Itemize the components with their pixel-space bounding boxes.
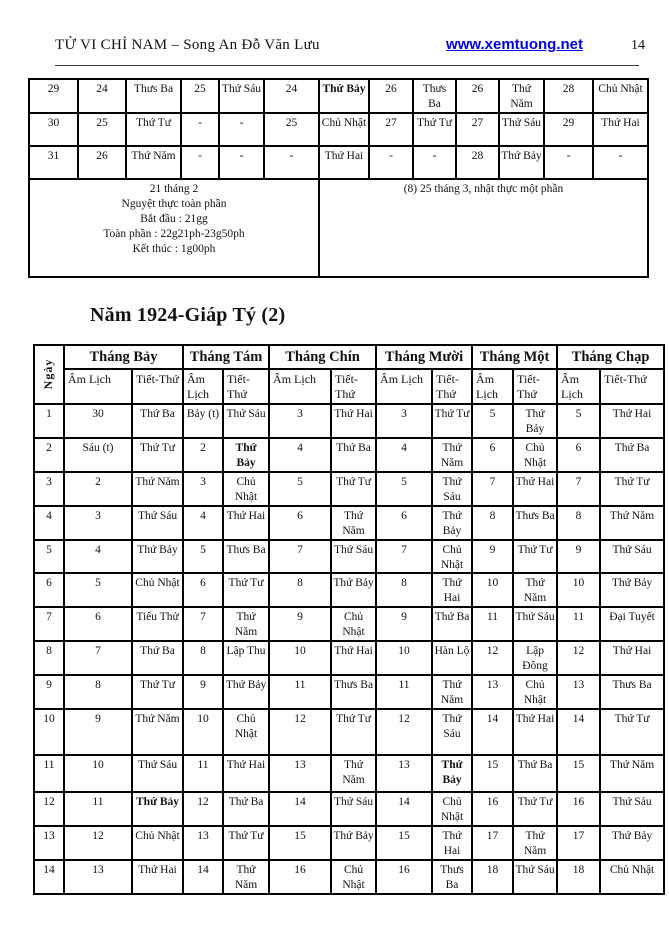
am-lich-cell: 28	[544, 79, 593, 113]
am-lich-cell: 10	[269, 641, 331, 675]
subheader-am-lich: Âm Lịch	[64, 369, 132, 404]
day-cell: 31	[29, 146, 78, 179]
am-lich-cell: 12	[64, 826, 132, 860]
tiet-thu-cell: Thứ Bảy	[319, 79, 369, 113]
tiet-thu-cell: Thứ Bảy	[132, 792, 183, 826]
tiet-thu-cell: Thứ Tư	[223, 573, 269, 607]
tiet-thu-cell: Chủ Nhật	[513, 438, 557, 472]
month-header-row	[34, 345, 664, 369]
am-lich-cell: Bảy (t)	[183, 404, 223, 438]
day-column-header	[34, 345, 64, 404]
tiet-thu-cell: Thứ Bảy	[499, 146, 544, 179]
eclipse-row	[29, 179, 648, 277]
page-number: 14	[631, 38, 645, 53]
calendar-row	[34, 709, 664, 755]
eclipse-line: Toàn phần : 22g21ph-23g50ph	[103, 227, 245, 240]
tiet-thu-cell: Thứ Sáu	[132, 506, 183, 540]
calendar-row	[34, 675, 664, 709]
tiet-thu-cell: Thứ Bảy	[432, 506, 472, 540]
tiet-thu-cell: Thứ Năm	[432, 438, 472, 472]
tiet-thu-cell: Thứ Hai	[593, 113, 648, 146]
tiet-thu-cell: Thứ Tư	[513, 540, 557, 574]
am-lich-cell: 8	[376, 573, 432, 607]
month-header: Tháng Chạp	[557, 345, 664, 369]
tiet-thu-cell: Chủ Nhật	[223, 472, 269, 506]
am-lich-cell: 2	[64, 472, 132, 506]
prev-table-row	[29, 79, 648, 113]
tiet-thu-cell: Thứ Bảy	[513, 404, 557, 438]
header-title: TỬ VI CHỈ NAM – Song An Đỗ Văn Lưu	[55, 37, 320, 53]
subheader-tiet-thu: Tiết-Thứ	[600, 369, 664, 404]
tiet-thu-cell: Thứ Hai	[223, 755, 269, 792]
tiet-thu-cell: Thứ Hai	[331, 404, 376, 438]
tiet-thu-cell: Chủ Nhật	[600, 860, 664, 894]
am-lich-cell: 14	[269, 792, 331, 826]
calendar-row	[34, 506, 664, 540]
tiet-thu-cell: Thứ Ba	[132, 404, 183, 438]
tiet-thu-cell: Thứ Sáu	[600, 540, 664, 574]
eclipse-section	[29, 179, 648, 277]
tiet-thu-cell: Thứ Năm	[513, 826, 557, 860]
tiet-thu-cell: Thứ Tư	[513, 792, 557, 826]
am-lich-cell: 30	[64, 404, 132, 438]
tiet-thu-cell: Thứ Ba	[223, 792, 269, 826]
subheader-tiet-thu: Tiết-Thứ	[132, 369, 183, 404]
tiet-thu-cell: Thứ Hai	[132, 860, 183, 894]
tiet-thu-cell: Thưs Ba	[126, 79, 181, 113]
tiet-thu-cell: Chủ Nhật	[331, 860, 376, 894]
am-lich-cell: -	[369, 146, 413, 179]
tiet-thu-cell: Thứ Hai	[600, 641, 664, 675]
am-lich-cell: 3	[269, 404, 331, 438]
calendar-body	[34, 404, 664, 894]
calendar-row	[34, 404, 664, 438]
tiet-thu-cell: Thứ Hai	[432, 573, 472, 607]
am-lich-cell: -	[544, 146, 593, 179]
tiet-thu-cell: Thứ Tư	[413, 113, 456, 146]
am-lich-cell: 12	[557, 641, 600, 675]
am-lich-cell: 15	[557, 755, 600, 792]
am-lich-cell: 5	[64, 573, 132, 607]
am-lich-cell: 13	[183, 826, 223, 860]
am-lich-cell: 8	[183, 641, 223, 675]
am-lich-cell: 11	[472, 607, 513, 641]
am-lich-cell: -	[181, 113, 219, 146]
month-header: Tháng Một	[472, 345, 557, 369]
subheader-am-lich: Âm Lịch	[269, 369, 331, 404]
am-lich-cell: 7	[183, 607, 223, 641]
am-lich-cell: 24	[78, 79, 126, 113]
am-lich-cell: 2	[183, 438, 223, 472]
am-lich-cell: 26	[369, 79, 413, 113]
eclipse-line: Bắt đầu : 21gg	[140, 212, 208, 225]
tiet-thu-cell: Thứ Sáu	[331, 540, 376, 574]
tiet-thu-cell: Lập Đông	[513, 641, 557, 675]
subheader-tiet-thu: Tiết-Thứ	[432, 369, 472, 404]
am-lich-cell: 25	[264, 113, 319, 146]
am-lich-cell: 16	[376, 860, 432, 894]
tiet-thu-cell: Thứ Hai	[223, 506, 269, 540]
eclipse-line: Nguyệt thực toàn phần	[121, 197, 227, 210]
am-lich-cell: 10	[183, 709, 223, 755]
tiet-thu-cell: Thưs Ba	[432, 860, 472, 894]
day-cell: 4	[34, 506, 64, 540]
tiet-thu-cell: Thứ Hai	[319, 146, 369, 179]
header-rule	[55, 65, 639, 66]
tiet-thu-cell: Thứ Tư	[126, 113, 181, 146]
tiet-thu-cell: Thứ Tư	[132, 675, 183, 709]
tiet-thu-cell: Thứ Sáu	[432, 472, 472, 506]
am-lich-cell: 10	[376, 641, 432, 675]
tiet-thu-cell: Thứ Sáu	[513, 607, 557, 641]
prev-month-table	[28, 78, 649, 278]
am-lich-cell: 5	[557, 404, 600, 438]
am-lich-cell: 14	[557, 709, 600, 755]
day-cell: 13	[34, 826, 64, 860]
tiet-thu-cell: Thứ Sáu	[499, 113, 544, 146]
am-lich-cell: 10	[557, 573, 600, 607]
am-lich-cell: 17	[557, 826, 600, 860]
day-cell: 11	[34, 755, 64, 792]
tiet-thu-cell: Thứ Ba	[132, 641, 183, 675]
tiet-thu-cell: Thứ Bảy	[432, 755, 472, 792]
am-lich-cell: 18	[472, 860, 513, 894]
prev-table-body	[29, 79, 648, 179]
tiet-thu-cell: Thứ Bảy	[223, 438, 269, 472]
day-cell: 2	[34, 438, 64, 472]
tiet-thu-cell: Thứ Tư	[600, 472, 664, 506]
am-lich-cell: 16	[269, 860, 331, 894]
am-lich-cell: 7	[269, 540, 331, 574]
am-lich-cell: 15	[269, 826, 331, 860]
day-cell: 14	[34, 860, 64, 894]
am-lich-cell: 12	[269, 709, 331, 755]
tiet-thu-cell: Thứ Năm	[513, 573, 557, 607]
tiet-thu-cell: Thứ Hai	[600, 404, 664, 438]
am-lich-cell: 8	[269, 573, 331, 607]
am-lich-cell: 14	[183, 860, 223, 894]
tiet-thu-cell: Lập Thu	[223, 641, 269, 675]
am-lich-cell: 4	[376, 438, 432, 472]
tiet-thu-cell: Thứ Tư	[331, 709, 376, 755]
day-cell: 9	[34, 675, 64, 709]
am-lich-cell: 11	[269, 675, 331, 709]
day-cell: 30	[29, 113, 78, 146]
tiet-thu-cell: Chủ Nhật	[513, 675, 557, 709]
am-lich-cell: 26	[78, 146, 126, 179]
calendar-row	[34, 792, 664, 826]
am-lich-cell: 13	[557, 675, 600, 709]
am-lich-cell: 6	[472, 438, 513, 472]
tiet-thu-cell: Thứ Năm	[132, 709, 183, 755]
am-lich-cell: Sáu (t)	[64, 438, 132, 472]
day-column-label: Ngày	[41, 359, 56, 390]
am-lich-cell: 11	[64, 792, 132, 826]
am-lich-cell: 4	[64, 540, 132, 574]
calendar-row	[34, 860, 664, 894]
subheader-tiet-thu: Tiết-Thứ	[513, 369, 557, 404]
tiet-thu-cell: Thứ Tư	[432, 404, 472, 438]
day-cell: 10	[34, 709, 64, 755]
eclipse-line: 21 tháng 2	[149, 182, 199, 195]
tiet-thu-cell: Thứ Ba	[513, 755, 557, 792]
am-lich-cell: 7	[557, 472, 600, 506]
subheader-am-lich: Âm Lịch	[557, 369, 600, 404]
am-lich-cell: 8	[64, 675, 132, 709]
am-lich-cell: 28	[456, 146, 499, 179]
am-lich-cell: 7	[472, 472, 513, 506]
tiet-thu-cell: Chủ Nhật	[319, 113, 369, 146]
am-lich-cell: 27	[369, 113, 413, 146]
am-lich-cell: 9	[557, 540, 600, 574]
tiet-thu-cell: Thưs Ba	[600, 675, 664, 709]
am-lich-cell: 13	[269, 755, 331, 792]
am-lich-cell: 25	[78, 113, 126, 146]
tiet-thu-cell: Chủ Nhật	[593, 79, 648, 113]
am-lich-cell: 6	[376, 506, 432, 540]
page-header	[0, 0, 669, 54]
am-lich-cell: 3	[64, 506, 132, 540]
tiet-thu-cell: Thứ Bảy	[331, 573, 376, 607]
am-lich-cell: 12	[376, 709, 432, 755]
tiet-thu-cell: Thứ Ba	[600, 438, 664, 472]
tiet-thu-cell: Thứ Sáu	[513, 860, 557, 894]
tiet-thu-cell: Thưs Ba	[331, 675, 376, 709]
tiet-thu-cell: Thứ Sáu	[132, 755, 183, 792]
tiet-thu-cell: Thứ Bảy	[600, 826, 664, 860]
am-lich-cell: 6	[269, 506, 331, 540]
am-lich-cell: 4	[183, 506, 223, 540]
tiet-thu-cell: Chủ Nhật	[432, 792, 472, 826]
tiet-thu-cell: Chủ Nhật	[132, 573, 183, 607]
tiet-thu-cell: Thứ Năm	[331, 755, 376, 792]
calendar-row	[34, 573, 664, 607]
am-lich-cell: 3	[183, 472, 223, 506]
tiet-thu-cell: Thưs Ba	[513, 506, 557, 540]
am-lich-cell: -	[264, 146, 319, 179]
tiet-thu-cell: Thưs Ba	[223, 540, 269, 574]
am-lich-cell: 4	[269, 438, 331, 472]
tiet-thu-cell: -	[219, 113, 264, 146]
am-lich-cell: 13	[64, 860, 132, 894]
prev-table-row	[29, 113, 648, 146]
tiet-thu-cell: Thứ Tư	[600, 709, 664, 755]
tiet-thu-cell: Thứ Bảy	[331, 826, 376, 860]
calendar-row	[34, 607, 664, 641]
day-cell: 5	[34, 540, 64, 574]
calendar-row	[34, 755, 664, 792]
tiet-thu-cell: Thứ Sáu	[432, 709, 472, 755]
subheader-tiet-thu: Tiết-Thứ	[223, 369, 269, 404]
tiet-thu-cell: Thứ Sáu	[331, 792, 376, 826]
am-lich-cell: 18	[557, 860, 600, 894]
tiet-thu-cell: Thứ Hai	[432, 826, 472, 860]
tiet-thu-cell: Thứ Năm	[600, 755, 664, 792]
tiet-thu-cell: Thứ Năm	[223, 607, 269, 641]
calendar-row	[34, 826, 664, 860]
calendar-table	[33, 344, 665, 895]
subheader-am-lich: Âm Lịch	[183, 369, 223, 404]
solar-eclipse-note	[319, 179, 648, 277]
am-lich-cell: 10	[64, 755, 132, 792]
tiet-thu-cell: Đại Tuyết	[600, 607, 664, 641]
tiet-thu-cell: Thứ Năm	[600, 506, 664, 540]
am-lich-cell: 15	[472, 755, 513, 792]
am-lich-cell: 5	[183, 540, 223, 574]
day-cell: 1	[34, 404, 64, 438]
am-lich-cell: 10	[472, 573, 513, 607]
am-lich-cell: 11	[557, 607, 600, 641]
am-lich-cell: 7	[376, 540, 432, 574]
tiet-thu-cell: Chủ Nhật	[432, 540, 472, 574]
day-cell: 12	[34, 792, 64, 826]
tiet-thu-cell: -	[219, 146, 264, 179]
tiet-thu-cell: Thứ Năm	[432, 675, 472, 709]
tiet-thu-cell: -	[593, 146, 648, 179]
am-lich-cell: 9	[269, 607, 331, 641]
subheader-row	[34, 369, 664, 404]
am-lich-cell: 9	[183, 675, 223, 709]
am-lich-cell: 12	[472, 641, 513, 675]
eclipse-line: Kết thúc : 1g00ph	[132, 242, 216, 255]
am-lich-cell: 9	[376, 607, 432, 641]
am-lich-cell: 5	[269, 472, 331, 506]
am-lich-cell: 8	[557, 506, 600, 540]
tiet-thu-cell: Thứ Bảy	[600, 573, 664, 607]
day-cell: 29	[29, 79, 78, 113]
tiet-thu-cell: Chủ Nhật	[331, 607, 376, 641]
month-header: Tháng Tám	[183, 345, 269, 369]
subheader-am-lich: Âm Lịch	[376, 369, 432, 404]
day-cell: 7	[34, 607, 64, 641]
am-lich-cell: 12	[183, 792, 223, 826]
am-lich-cell: 14	[472, 709, 513, 755]
tiet-thu-cell: Thứ Ba	[331, 438, 376, 472]
tiet-thu-cell: Thứ Tư	[223, 826, 269, 860]
tiet-thu-cell: Thứ Sáu	[600, 792, 664, 826]
am-lich-cell: 15	[376, 826, 432, 860]
tiet-thu-cell: Thứ Năm	[126, 146, 181, 179]
subheader-am-lich: Âm Lịch	[472, 369, 513, 404]
am-lich-cell: 5	[472, 404, 513, 438]
calendar-row	[34, 472, 664, 506]
tiet-thu-cell: Chủ Nhật	[223, 709, 269, 755]
am-lich-cell: 11	[376, 675, 432, 709]
lunar-eclipse-note	[29, 179, 319, 277]
prev-table-row	[29, 146, 648, 179]
day-cell: 6	[34, 573, 64, 607]
am-lich-cell: 6	[183, 573, 223, 607]
am-lich-cell: 6	[557, 438, 600, 472]
tiet-thu-cell: Thứ Năm	[223, 860, 269, 894]
tiet-thu-cell: Chủ Nhật	[132, 826, 183, 860]
tiet-thu-cell: Thứ Năm	[331, 506, 376, 540]
tiet-thu-cell: Thứ Hai	[513, 709, 557, 755]
month-header: Tháng Mười	[376, 345, 472, 369]
tiet-thu-cell: Thứ Sáu	[219, 79, 264, 113]
month-header: Tháng Chín	[269, 345, 376, 369]
am-lich-cell: 13	[376, 755, 432, 792]
tiet-thu-cell: Thứ Tư	[331, 472, 376, 506]
am-lich-cell: -	[181, 146, 219, 179]
tiet-thu-cell: Thứ Bảy	[132, 540, 183, 574]
am-lich-cell: 26	[456, 79, 499, 113]
am-lich-cell: 16	[472, 792, 513, 826]
calendar-row	[34, 540, 664, 574]
calendar-row	[34, 438, 664, 472]
calendar-row	[34, 641, 664, 675]
am-lich-cell: 8	[472, 506, 513, 540]
tiet-thu-cell: Thứ Năm	[132, 472, 183, 506]
month-header: Tháng Bảy	[64, 345, 183, 369]
tiet-thu-cell: Thứ Sáu	[223, 404, 269, 438]
tiet-thu-cell: Hàn Lộ	[432, 641, 472, 675]
am-lich-cell: 6	[64, 607, 132, 641]
am-lich-cell: 25	[181, 79, 219, 113]
am-lich-cell: 5	[376, 472, 432, 506]
am-lich-cell: 29	[544, 113, 593, 146]
tiet-thu-cell: Tiểu Thử	[132, 607, 183, 641]
am-lich-cell: 14	[376, 792, 432, 826]
site-link[interactable]: www.xemtuong.net	[446, 36, 583, 53]
am-lich-cell: 17	[472, 826, 513, 860]
am-lich-cell: 11	[183, 755, 223, 792]
day-cell: 8	[34, 641, 64, 675]
day-cell: 3	[34, 472, 64, 506]
am-lich-cell: 7	[64, 641, 132, 675]
subheader-tiet-thu: Tiết-Thứ	[331, 369, 376, 404]
tiet-thu-cell: Thứ Tư	[132, 438, 183, 472]
am-lich-cell: 24	[264, 79, 319, 113]
am-lich-cell: 3	[376, 404, 432, 438]
tiet-thu-cell: Thưs Ba	[413, 79, 456, 113]
tiet-thu-cell: Thứ Hai	[331, 641, 376, 675]
am-lich-cell: 27	[456, 113, 499, 146]
tiet-thu-cell: Thứ Năm	[499, 79, 544, 113]
am-lich-cell: 9	[472, 540, 513, 574]
am-lich-cell: 16	[557, 792, 600, 826]
am-lich-cell: 9	[64, 709, 132, 755]
tiet-thu-cell: Thứ Ba	[432, 607, 472, 641]
am-lich-cell: 13	[472, 675, 513, 709]
tiet-thu-cell: Thứ Bảy	[223, 675, 269, 709]
year-title: Năm 1924-Giáp Tý (2)	[90, 303, 286, 326]
tiet-thu-cell: Thứ Hai	[513, 472, 557, 506]
eclipse-line: (8) 25 tháng 3, nhật thực một phần	[403, 182, 564, 195]
tiet-thu-cell: -	[413, 146, 456, 179]
